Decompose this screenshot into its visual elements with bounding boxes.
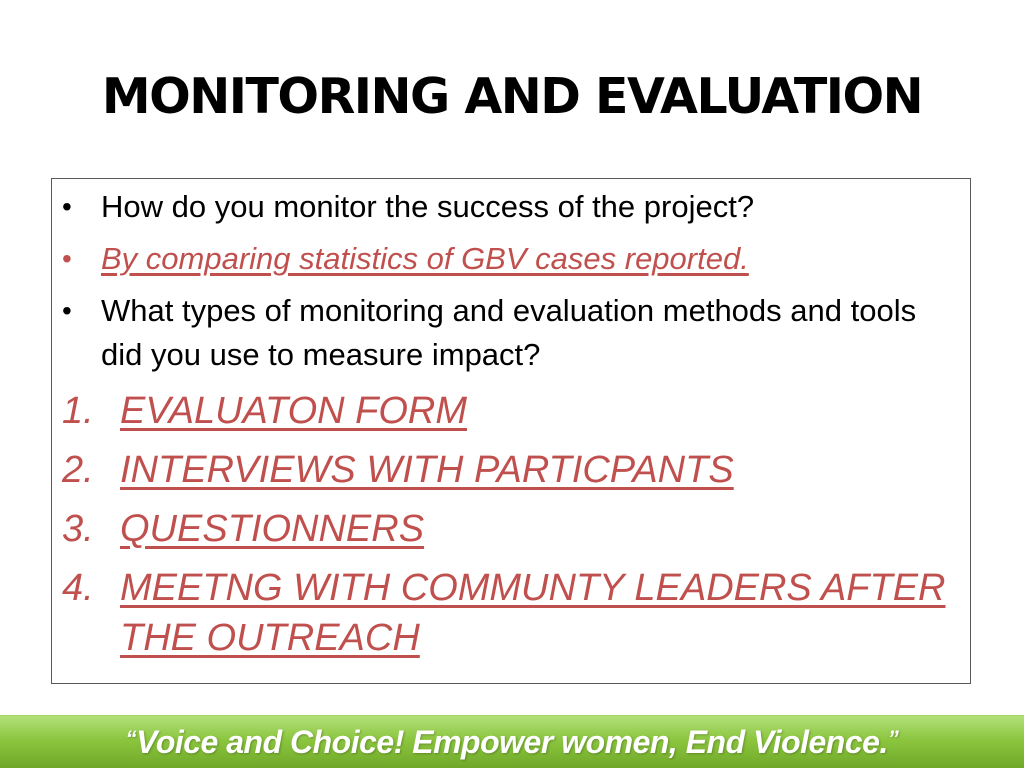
item-text: INTERVIEWS WITH PARTICPANTS bbox=[120, 449, 734, 491]
footer-banner bbox=[0, 715, 1024, 768]
numbered-item bbox=[52, 504, 970, 554]
slide-title: MONITORING AND EVALUATION bbox=[101, 68, 923, 125]
bullet-icon: • bbox=[62, 243, 72, 274]
close-quote: ” bbox=[887, 725, 899, 751]
numbered-item bbox=[52, 445, 970, 495]
item-text: EVALUATON FORM bbox=[120, 390, 467, 432]
item-text: MEETNG WITH COMMUNTY LEADERS AFTER THE OUTREACH bbox=[120, 567, 946, 659]
numbered-list bbox=[52, 386, 970, 672]
item-number: 1. bbox=[62, 390, 94, 432]
bullet-icon: • bbox=[62, 295, 72, 326]
item-number: 3. bbox=[62, 508, 94, 550]
open-quote: “ bbox=[125, 725, 137, 751]
numbered-item bbox=[52, 386, 970, 436]
footer-slogan bbox=[126, 724, 899, 761]
content-box bbox=[51, 178, 971, 684]
bullet-icon: • bbox=[62, 191, 72, 222]
bullet-item bbox=[52, 289, 970, 377]
bullet-item bbox=[52, 185, 970, 229]
bullet-answer-text: By comparing statistics of GBV cases reported. bbox=[101, 241, 749, 276]
item-text: QUESTIONNERS bbox=[120, 508, 425, 550]
bullet-list bbox=[52, 185, 970, 385]
bullet-question-text: What types of monitoring and evaluation methods and tools did you use to measure impact? bbox=[101, 293, 917, 372]
footer-slogan-text: Voice and Choice! Empower women, End Violence. bbox=[136, 723, 888, 760]
numbered-item bbox=[52, 563, 970, 663]
item-number: 2. bbox=[62, 449, 94, 491]
bullet-item bbox=[52, 237, 970, 281]
bullet-question-text: How do you monitor the success of the project? bbox=[101, 189, 755, 224]
item-number: 4. bbox=[62, 567, 94, 609]
